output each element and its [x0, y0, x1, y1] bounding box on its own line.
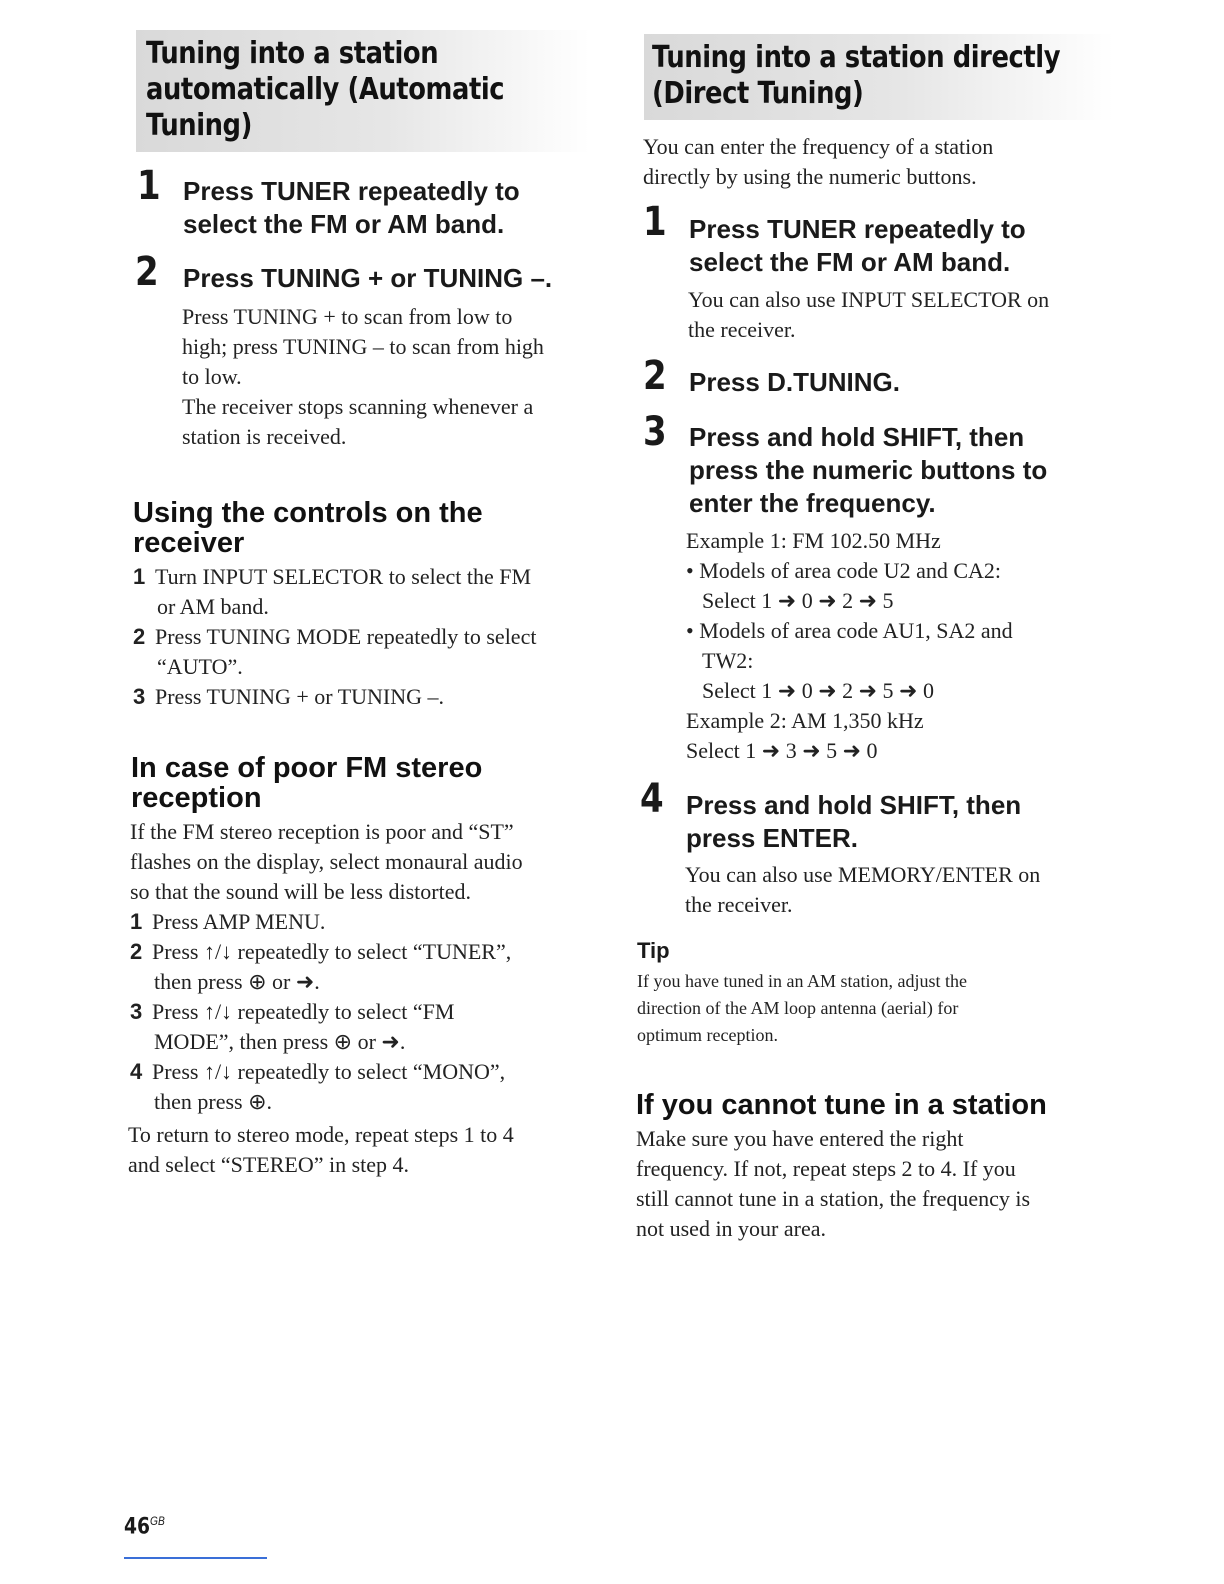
list-number: 3: [130, 999, 143, 1024]
list-item: [133, 682, 593, 712]
title-line: automatically (Automatic: [146, 72, 505, 107]
body-line: the receiver.: [685, 892, 793, 917]
body-line: If you have tuned in an AM station, adjust the: [637, 971, 967, 991]
heading-line: press ENTER.: [686, 823, 858, 853]
heading-line: Press TUNER repeatedly to: [183, 176, 520, 206]
section-outro: [128, 1120, 514, 1180]
body-line: still cannot tune in a station, the frequency is: [636, 1186, 1031, 1211]
body-line: not used in your area.: [636, 1216, 826, 1241]
body-line: optimum reception.: [637, 1025, 778, 1045]
body-line: Example 1: FM 102.50 MHz: [686, 528, 941, 553]
list-item: [130, 997, 590, 1057]
page-number-suffix: GB: [150, 1514, 165, 1528]
list-text: then press ⊕ or ➜.: [154, 969, 320, 994]
heading-line: Using the controls on the: [133, 497, 483, 529]
list-text: then press ⊕.: [154, 1089, 273, 1114]
body-line: frequency. If not, repeat steps 2 to 4. If you: [636, 1156, 1016, 1181]
list-text: MODE”, then press ⊕ or ➜.: [154, 1029, 406, 1054]
step-heading: [689, 213, 1026, 279]
heading-line: Press and hold SHIFT, then: [689, 422, 1025, 452]
step-number: 3: [643, 409, 667, 455]
page-number: [124, 1514, 165, 1539]
step-heading: Press D.TUNING.: [689, 367, 900, 397]
body-line: the receiver.: [688, 317, 796, 342]
section-intro: [643, 132, 993, 192]
list-item: [130, 1057, 590, 1117]
list-text: Press ↑/↓ repeatedly to select “TUNER”,: [152, 939, 512, 964]
body-line: If the FM stereo reception is poor and “ST”: [130, 819, 514, 844]
body-line: station is received.: [182, 424, 347, 449]
body-line: so that the sound will be less distorted.: [130, 879, 471, 904]
body-line: Example 2: AM 1,350 kHz: [686, 708, 924, 733]
heading-line: select the FM or AM band.: [689, 247, 1011, 277]
body-line: To return to stereo mode, repeat steps 1 to 4: [128, 1122, 514, 1147]
list-number: 2: [130, 939, 143, 964]
body-line: Select 1 ➜ 3 ➜ 5 ➜ 0: [686, 738, 878, 763]
step-body: [688, 285, 1049, 345]
body-line: and select “STEREO” in step 4.: [128, 1152, 410, 1177]
list-number: 3: [133, 684, 146, 709]
body-line: flashes on the display, select monaural audio: [130, 849, 523, 874]
list-text: Press ↑/↓ repeatedly to select “MONO”,: [152, 1059, 506, 1084]
step-heading: Press TUNING + or TUNING –.: [183, 263, 553, 293]
subheading-poor-reception: [131, 753, 482, 813]
step-heading: [689, 421, 1047, 520]
title-line: Tuning): [146, 108, 252, 143]
step-body: [182, 302, 544, 452]
body-line: direction of the AM loop antenna (aerial) for: [637, 998, 959, 1018]
heading-line: receiver: [133, 527, 245, 559]
list-number: 4: [130, 1059, 143, 1084]
list-number: 1: [130, 909, 143, 934]
title-line: (Direct Tuning): [652, 76, 864, 111]
body-line: You can enter the frequency of a station: [643, 134, 994, 159]
page-number-value: 46: [124, 1514, 151, 1540]
footer-rule: [124, 1557, 267, 1559]
body-line: Select 1 ➜ 0 ➜ 2 ➜ 5: [702, 588, 894, 613]
list-number: 1: [133, 564, 146, 589]
section-body: [636, 1124, 1030, 1244]
list-text: Press TUNING + or TUNING –.: [155, 684, 445, 709]
step-number: 1: [137, 163, 161, 209]
list-text: Press AMP MENU.: [152, 909, 326, 934]
section-intro: [130, 817, 523, 907]
subheading-cannot-tune: If you cannot tune in a station: [636, 1089, 1047, 1121]
list-item: [130, 907, 590, 937]
list-text: Press ↑/↓ repeatedly to select “FM: [152, 999, 455, 1024]
step-heading: [183, 175, 520, 241]
list-text: or AM band.: [157, 594, 269, 619]
body-line: You can also use MEMORY/ENTER on: [685, 862, 1041, 887]
heading-line: In case of poor FM stereo: [131, 752, 483, 784]
body-line: to low.: [182, 364, 242, 389]
step-number: 1: [643, 199, 667, 245]
list-number: 2: [133, 624, 146, 649]
list-text: Turn INPUT SELECTOR to select the FM: [155, 564, 532, 589]
step-number: 4: [640, 776, 664, 822]
body-line: Select 1 ➜ 0 ➜ 2 ➜ 5 ➜ 0: [702, 678, 934, 703]
body-line: Make sure you have entered the right: [636, 1126, 964, 1151]
tip-heading: Tip: [637, 938, 670, 963]
title-line: Tuning into a station: [146, 36, 439, 71]
heading-line: Press and hold SHIFT, then: [686, 790, 1022, 820]
heading-line: select the FM or AM band.: [183, 209, 505, 239]
body-line: You can also use INPUT SELECTOR on: [688, 287, 1050, 312]
tip-body: [637, 968, 967, 1049]
list-item: [130, 937, 590, 997]
section-title-direct-tuning: [652, 40, 1060, 112]
list-text: Press TUNING MODE repeatedly to select: [155, 624, 537, 649]
body-line: directly by using the numeric buttons.: [643, 164, 977, 189]
step-number: 2: [135, 249, 159, 295]
heading-line: reception: [131, 782, 262, 814]
body-line: • Models of area code U2 and CA2:: [686, 558, 1002, 583]
step-body: [685, 860, 1040, 920]
heading-line: enter the frequency.: [689, 488, 936, 518]
list-item: [133, 622, 593, 682]
body-line: high; press TUNING – to scan from high: [182, 334, 544, 359]
step-body: [686, 526, 1013, 766]
list-text: “AUTO”.: [157, 654, 243, 679]
heading-line: Press TUNER repeatedly to: [689, 214, 1026, 244]
section-title-automatic-tuning: [146, 36, 504, 144]
step-number: 2: [643, 353, 667, 399]
body-line: • Models of area code AU1, SA2 and: [686, 618, 1013, 643]
step-heading: [686, 789, 1021, 855]
title-line: Tuning into a station directly: [652, 40, 1061, 75]
heading-line: press the numeric buttons to: [689, 455, 1048, 485]
subheading-controls: [133, 498, 483, 558]
body-line: Press TUNING + to scan from low to: [182, 304, 513, 329]
body-line: The receiver stops scanning whenever a: [182, 394, 534, 419]
list-item: [133, 562, 593, 622]
body-line: TW2:: [702, 648, 754, 673]
